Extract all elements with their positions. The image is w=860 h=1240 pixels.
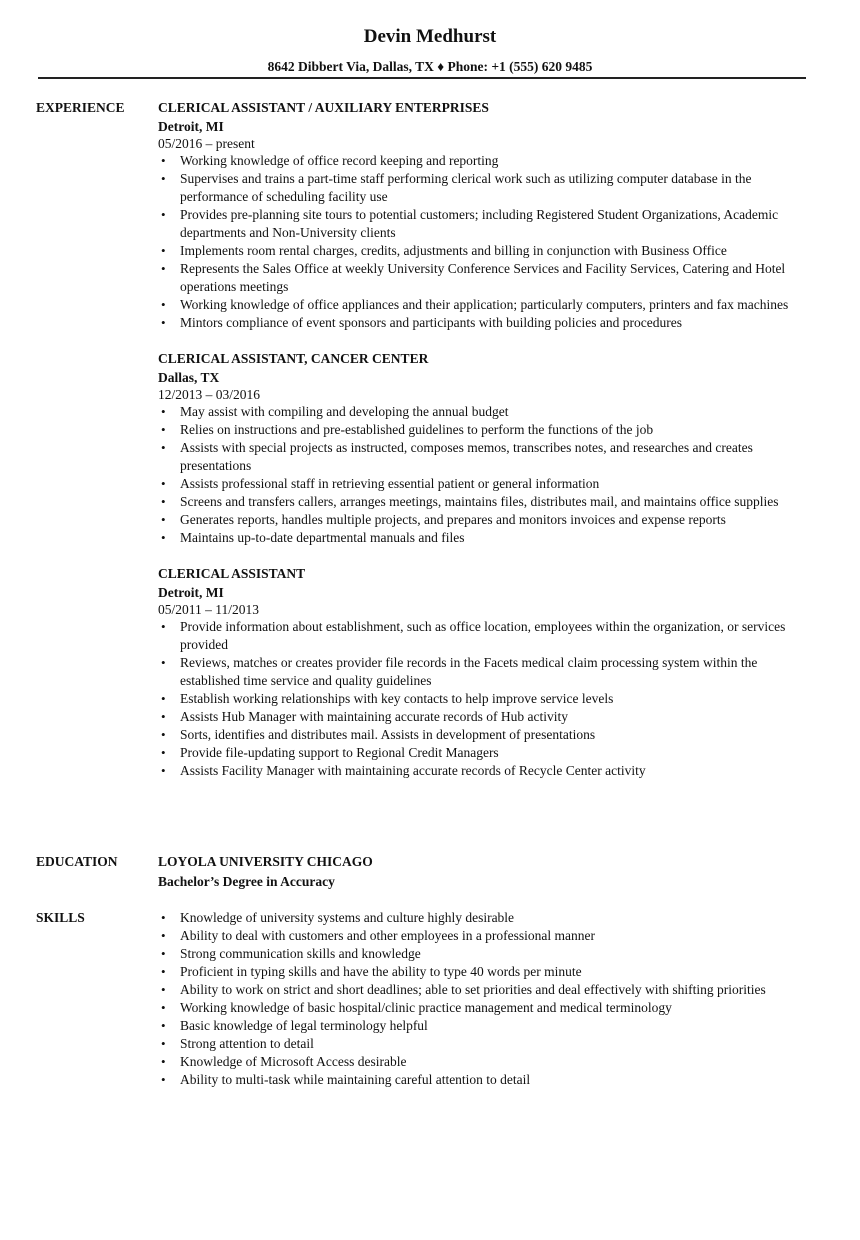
experience-list	[158, 99, 810, 798]
contact-line: 8642 Dibbert Via, Dallas, TX ♦ Phone: +1 (555) 620 9485	[267, 59, 593, 74]
job-bullet: • Working knowledge of office appliances and their application; particularly computers, printers and fax machines	[158, 296, 810, 314]
job-bullet: • Provides pre-planning site tours to potential customers; including Registered Student Organizations, Academic departments and Non-University clients	[158, 206, 810, 242]
degree: Bachelor’s Degree in Accuracy	[158, 874, 335, 889]
job-bullet: • Mintors compliance of event sponsors and participants with building policies and procedures	[158, 314, 810, 332]
job-dates: 12/2013 – 03/2016	[158, 387, 261, 402]
resume-header	[0, 24, 860, 76]
job-location: Dallas, TX	[158, 370, 220, 385]
school-name: LOYOLA UNIVERSITY CHICAGO	[158, 854, 373, 869]
job-title: CLERICAL ASSISTANT, CANCER CENTER	[158, 351, 429, 366]
skills-list	[158, 909, 810, 1089]
job-location: Detroit, MI	[158, 585, 224, 600]
job-bullet: • Implements room rental charges, credits, adjustments and billing in conjunction with Business Office	[158, 242, 810, 260]
job-bullet: • Relies on instructions and pre-established guidelines to perform the functions of the job	[158, 421, 810, 439]
job-bullet: • Establish working relationships with key contacts to help improve service levels	[158, 690, 810, 708]
job-bullet: • Supervises and trains a part-time staff performing clerical work such as utilizing computer database in the performance of scheduling facility use	[158, 170, 810, 206]
job-bullet: • Assists Facility Manager with maintaining accurate records of Recycle Center activity	[158, 762, 810, 780]
header-divider	[38, 77, 806, 79]
section-label-education: EDUCATION	[36, 854, 118, 869]
skill-item: • Basic knowledge of legal terminology helpful	[158, 1017, 810, 1035]
skill-item: • Strong communication skills and knowledge	[158, 945, 810, 963]
job-bullets	[158, 403, 810, 547]
job-entry	[158, 350, 810, 547]
education-entry	[158, 853, 810, 891]
job-bullet: • Working knowledge of office record keeping and reporting	[158, 152, 810, 170]
job-title: CLERICAL ASSISTANT / AUXILIARY ENTERPRISES	[158, 100, 489, 115]
skill-item: • Strong attention to detail	[158, 1035, 810, 1053]
job-bullet: • Sorts, identifies and distributes mail. Assists in development of presentations	[158, 726, 810, 744]
job-bullets	[158, 618, 810, 780]
job-bullet: • May assist with compiling and developing the annual budget	[158, 403, 810, 421]
job-bullet: • Represents the Sales Office at weekly University Conference Services and Facility Services, Catering and Hotel operations meetings	[158, 260, 810, 296]
job-bullets	[158, 152, 810, 332]
skill-item: • Ability to multi-task while maintaining careful attention to detail	[158, 1071, 810, 1089]
job-bullet: • Reviews, matches or creates provider file records in the Facets medical claim processing system within the established time service and quality guidelines	[158, 654, 810, 690]
job-bullet: • Assists with special projects as instructed, composes memos, transcribes notes, and researches and creates presentations	[158, 439, 810, 475]
job-location: Detroit, MI	[158, 119, 224, 134]
skill-bullets	[158, 909, 810, 1089]
job-dates: 05/2011 – 11/2013	[158, 602, 259, 617]
job-bullet: • Generates reports, handles multiple projects, and prepares and monitors invoices and expense reports	[158, 511, 810, 529]
skill-item: • Knowledge of Microsoft Access desirable	[158, 1053, 810, 1071]
skill-item: • Working knowledge of basic hospital/clinic practice management and medical terminology	[158, 999, 810, 1017]
job-dates: 05/2016 – present	[158, 136, 255, 151]
skill-item: • Ability to work on strict and short deadlines; able to set priorities and deal effectively with shifting priorities	[158, 981, 810, 999]
job-entry	[158, 99, 810, 332]
section-label-experience: EXPERIENCE	[36, 100, 125, 115]
job-bullet: • Assists professional staff in retrieving essential patient or general information	[158, 475, 810, 493]
job-bullet: • Maintains up-to-date departmental manuals and files	[158, 529, 810, 547]
skill-item: • Ability to deal with customers and other employees in a professional manner	[158, 927, 810, 945]
skill-item: • Proficient in typing skills and have the ability to type 40 words per minute	[158, 963, 810, 981]
job-bullet: • Provide file-updating support to Regional Credit Managers	[158, 744, 810, 762]
job-bullet: • Provide information about establishment, such as office location, employees within the organization, or services provided	[158, 618, 810, 654]
job-bullet: • Screens and transfers callers, arranges meetings, maintains files, distributes mail, and maintains office supplies	[158, 493, 810, 511]
job-title: CLERICAL ASSISTANT	[158, 566, 306, 581]
section-label-skills: SKILLS	[36, 910, 85, 925]
job-entry	[158, 565, 810, 780]
candidate-name: Devin Medhurst	[363, 26, 497, 47]
job-bullet: • Assists Hub Manager with maintaining accurate records of Hub activity	[158, 708, 810, 726]
skill-item: • Knowledge of university systems and culture highly desirable	[158, 909, 810, 927]
